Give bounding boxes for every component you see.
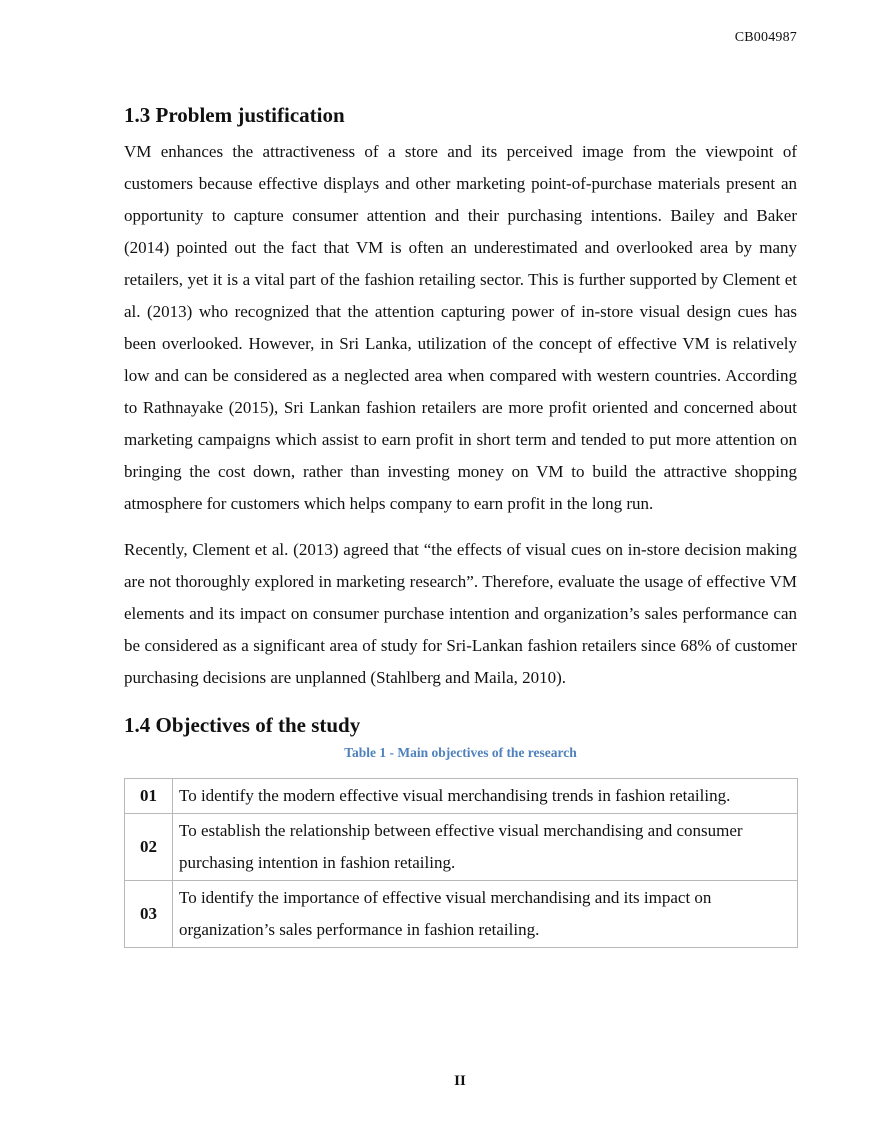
objective-number: 01 xyxy=(125,779,173,814)
table-caption: Table 1 - Main objectives of the research xyxy=(344,745,577,760)
table-row xyxy=(125,814,798,881)
paragraph: VM enhances the attractiveness of a store and its perceived image from the viewpoint of customers because effective displays and other marketing point-of-purchase materials present an opportunity to capture consumer attention and their purchasing intentions. Bailey and Baker (2014) pointed out the fact that VM is often an underestimated and overlooked area by many retailers, yet it is a vital part of the fashion retailing sector. This is further supported by Clement et al. (2013) who recognized that the attention capturing power of in-store visual design cues has been overlooked. However, in Sri Lanka, utilization of the concept of effective VM is relatively low and can be considered as a neglected area when compared with western countries. According to Rathnayake (2015), Sri Lankan fashion retailers are more profit oriented and concerned about marketing campaigns which assist to earn profit in short term and tended to put more attention on bringing the cost down, rather than investing money on VM to build the attractive shopping atmosphere for customers which helps company to earn profit in the long run. xyxy=(124,142,797,513)
document-id: CB004987 xyxy=(734,30,797,45)
objective-number: 03 xyxy=(125,881,173,948)
objective-text: To identify the modern effective visual merchandising trends in fashion retailing. xyxy=(173,779,798,814)
page-content xyxy=(124,100,797,948)
objective-number: 02 xyxy=(125,814,173,881)
section-heading-objectives: 1.4 Objectives of the study xyxy=(124,713,361,737)
section-heading-problem-justification: 1.3 Problem justification xyxy=(124,103,345,127)
objective-text: To identify the importance of effective visual merchandising and its impact on organization’s sales performance in fashion retailing. xyxy=(173,881,798,948)
objective-text: To establish the relationship between effective visual merchandising and consumer purchasing intention in fashion retailing. xyxy=(173,814,798,881)
objectives-table xyxy=(124,778,798,948)
paragraph: Recently, Clement et al. (2013) agreed that “the effects of visual cues on in-store decision making are not thoroughly explored in marketing research”. Therefore, evaluate the usage of effective VM elements and its impact on consumer purchase intention and organization’s sales performance can be considered as a significant area of study for Sri-Lankan fashion retailers since 68% of customer purchasing decisions are unplanned (Stahlberg and Maila, 2010). xyxy=(124,540,797,687)
table-row xyxy=(125,779,798,814)
table-row xyxy=(125,881,798,948)
page-number: II xyxy=(454,1073,466,1089)
